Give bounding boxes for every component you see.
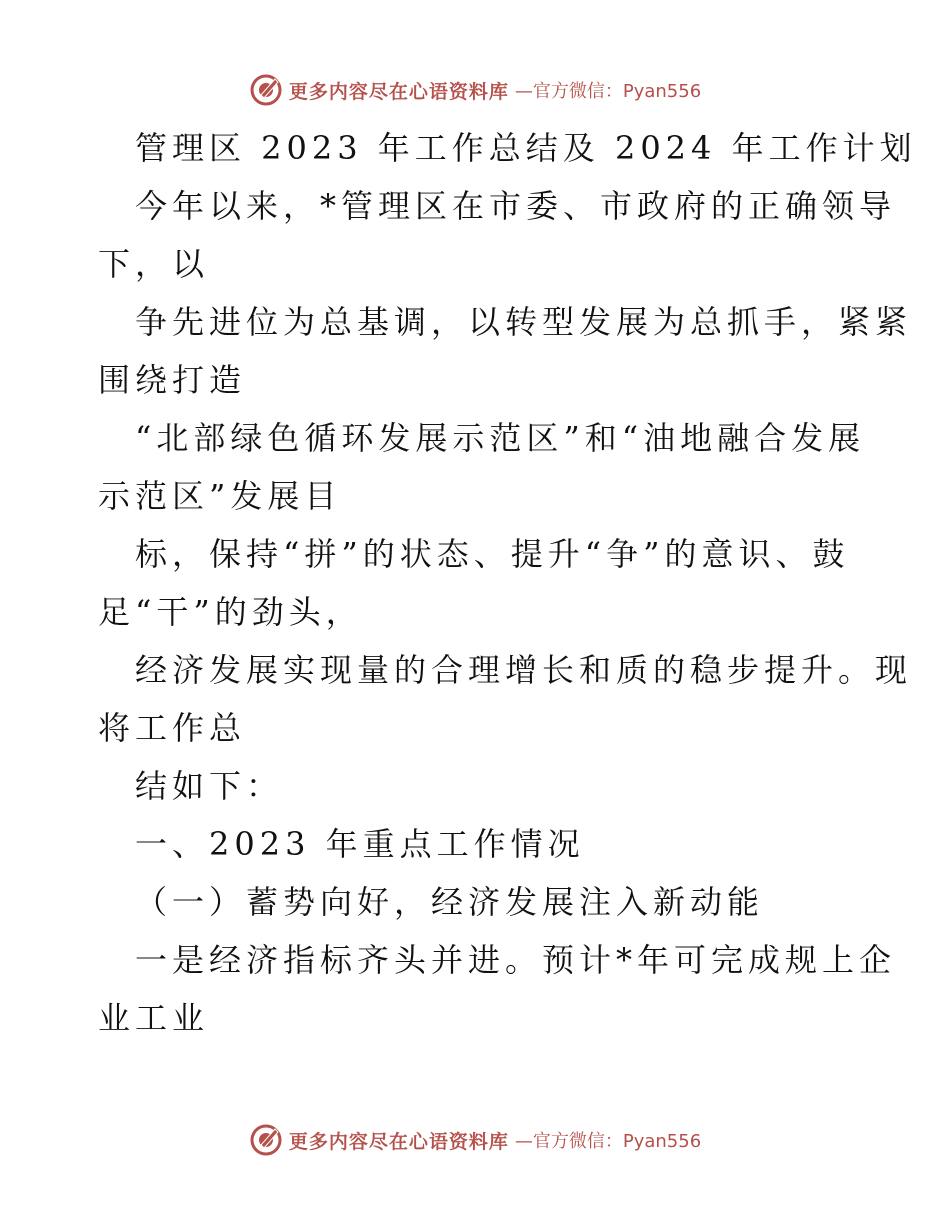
body-line: 围绕打造 (98, 361, 247, 399)
header-brand-text: 更多内容尽在心语资料库 (288, 80, 509, 103)
subsection-heading: （一）蓄势向好，经济发展注入新动能 (135, 883, 765, 921)
body-line: 经济发展实现量的合理增长和质的稳步提升。现 (135, 651, 913, 689)
document-title: 管理区 2023 年工作总结及 2024 年工作计划 (135, 129, 917, 167)
body-line: 将工作总 (98, 709, 247, 747)
header-official-text: —官方微信：Pyan556 (514, 81, 702, 102)
section-heading: 一、2023 年重点工作情况 (135, 825, 585, 863)
footer-banner (0, 1120, 950, 1160)
body-line: 今年以来，*管理区在市委、市政府的正确领导 (135, 187, 897, 225)
body-line: “北部绿色循环发展示范区”和“油地融合发展 (135, 419, 866, 457)
body-line: 争先进位为总基调，以转型发展为总抓手，紧紧 (135, 303, 913, 341)
body-line: 标，保持“拼”的状态、提升“争”的意识、鼓 (135, 535, 850, 573)
body-line: 结如下： (135, 767, 284, 805)
pen-logo-icon (249, 1123, 283, 1157)
body-line: 示范区”发展目 (98, 477, 342, 515)
body-line: 一是经济指标齐头并进。预计*年可完成规上企 (135, 941, 897, 979)
footer-official-text: —官方微信：Pyan556 (514, 1131, 702, 1152)
body-line: 下，以 (98, 245, 210, 283)
body-line: 足“干”的劲头， (98, 593, 363, 631)
footer-brand-text: 更多内容尽在心语资料库 (288, 1130, 509, 1153)
pen-logo-icon (249, 73, 283, 107)
body-line: 业工业 (98, 999, 210, 1037)
header-banner (0, 70, 950, 110)
